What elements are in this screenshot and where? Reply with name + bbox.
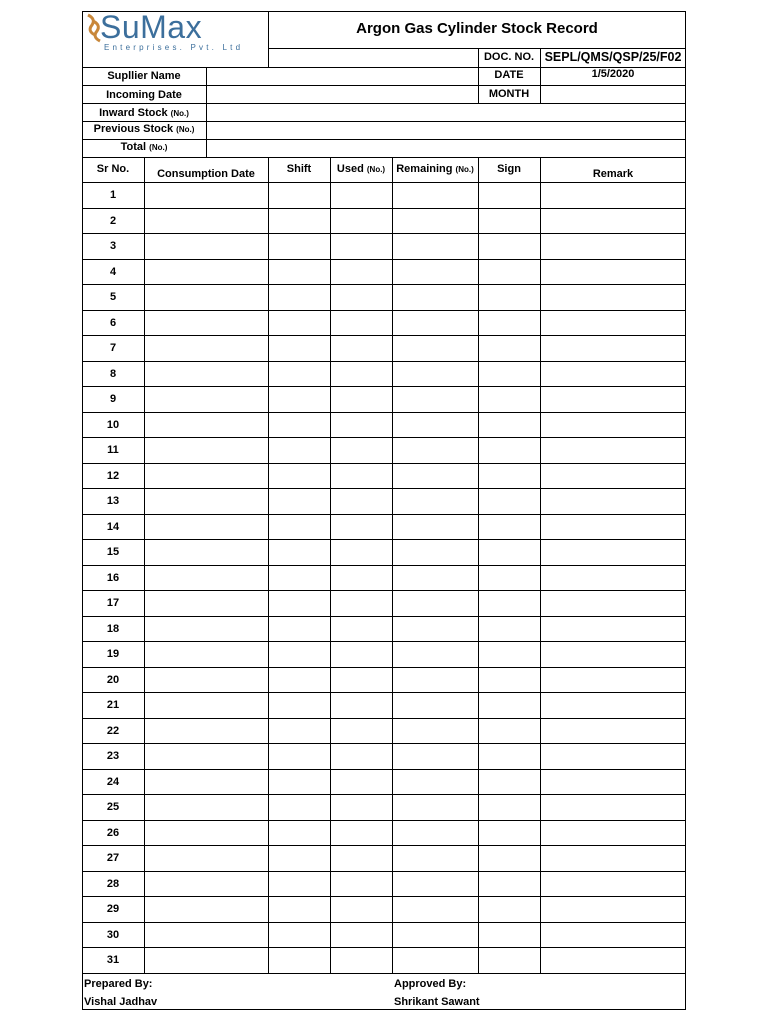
table-cell[interactable] <box>393 336 478 361</box>
row-number: 21 <box>106 699 120 711</box>
table-cell[interactable] <box>331 591 392 616</box>
table-cell[interactable] <box>269 362 330 387</box>
table-cell[interactable] <box>393 821 478 846</box>
table-row <box>82 871 686 897</box>
table-cell[interactable] <box>269 183 330 208</box>
table-cell[interactable] <box>479 897 540 922</box>
table-cell[interactable] <box>393 362 478 387</box>
table-cell[interactable] <box>269 260 330 285</box>
table-cell[interactable] <box>393 387 478 412</box>
table-cell[interactable] <box>479 362 540 387</box>
row-number: 25 <box>106 801 120 813</box>
table-cell[interactable] <box>541 642 686 667</box>
table-row <box>82 820 686 846</box>
table-cell[interactable] <box>331 948 392 973</box>
supplier-name-field[interactable] <box>207 68 478 85</box>
table-cell[interactable] <box>269 209 330 234</box>
table-cell[interactable] <box>331 260 392 285</box>
prepared-by-name: Vishal Jadhav <box>84 996 158 1008</box>
table-cell[interactable] <box>331 668 392 693</box>
table-cell[interactable] <box>393 923 478 948</box>
table-cell[interactable] <box>393 260 478 285</box>
table-cell[interactable] <box>393 285 478 310</box>
row-number: 16 <box>106 571 120 584</box>
table-row <box>82 641 686 667</box>
table-cell[interactable] <box>331 821 392 846</box>
incoming-date-field[interactable] <box>207 86 478 103</box>
table-cell[interactable] <box>331 719 392 744</box>
table-cell[interactable] <box>541 183 686 208</box>
table-cell[interactable] <box>541 719 686 744</box>
table-cell[interactable] <box>479 693 540 718</box>
table-cell[interactable] <box>479 336 540 361</box>
inward-stock-label: Inward Stock (No.) <box>99 107 189 119</box>
month-label: MONTH <box>488 88 530 100</box>
table-row <box>82 769 686 795</box>
table-cell[interactable] <box>331 336 392 361</box>
table-cell[interactable] <box>393 591 478 616</box>
table-cell[interactable] <box>331 489 392 514</box>
row-number: 27 <box>106 852 120 864</box>
table-cell[interactable] <box>145 948 268 973</box>
prepared-by-label: Prepared By: <box>84 978 153 990</box>
table-cell[interactable] <box>479 770 540 795</box>
table-cell[interactable] <box>269 872 330 897</box>
table-cell[interactable] <box>479 668 540 693</box>
table-cell[interactable] <box>145 872 268 897</box>
table-cell[interactable] <box>145 591 268 616</box>
table-cell[interactable] <box>541 821 686 846</box>
table-cell[interactable] <box>393 234 478 259</box>
table-cell[interactable] <box>541 387 686 412</box>
table-cell[interactable] <box>269 591 330 616</box>
table-cell[interactable] <box>541 515 686 540</box>
table-cell[interactable] <box>145 719 268 744</box>
table-cell[interactable] <box>269 540 330 565</box>
table-row <box>82 539 686 565</box>
col-header-sr-no: Sr No. <box>96 163 130 175</box>
table-cell[interactable] <box>145 362 268 387</box>
table-cell[interactable] <box>393 795 478 820</box>
table-cell[interactable] <box>145 566 268 591</box>
row-number: 20 <box>106 673 120 686</box>
table-cell[interactable] <box>145 795 268 820</box>
table-cell[interactable] <box>145 744 268 769</box>
table-cell[interactable] <box>541 438 686 463</box>
table-row <box>82 335 686 361</box>
table-cell[interactable] <box>393 183 478 208</box>
table-cell[interactable] <box>145 413 268 438</box>
table-cell[interactable] <box>541 336 686 361</box>
table-cell[interactable] <box>269 515 330 540</box>
table-cell[interactable] <box>541 897 686 922</box>
table-cell[interactable] <box>541 209 686 234</box>
table-cell[interactable] <box>479 285 540 310</box>
table-cell[interactable] <box>269 821 330 846</box>
table-cell[interactable] <box>269 234 330 259</box>
row-number: 3 <box>109 240 117 252</box>
row-number: 1 <box>109 189 117 201</box>
table-cell[interactable] <box>393 311 478 336</box>
table-cell[interactable] <box>331 770 392 795</box>
table-cell[interactable] <box>541 693 686 718</box>
table-cell[interactable] <box>541 668 686 693</box>
table-cell[interactable] <box>479 948 540 973</box>
table-cell[interactable] <box>145 770 268 795</box>
row-number: 15 <box>106 546 120 558</box>
col-header-sign: Sign <box>497 163 521 175</box>
table-cell[interactable] <box>145 693 268 718</box>
row-number: 28 <box>106 877 120 890</box>
table-row <box>82 718 686 744</box>
table-cell[interactable] <box>145 617 268 642</box>
table-cell[interactable] <box>393 566 478 591</box>
table-cell[interactable] <box>541 489 686 514</box>
table-row <box>82 386 686 412</box>
row-number: 11 <box>107 444 119 456</box>
table-cell[interactable] <box>269 464 330 489</box>
table-cell[interactable] <box>393 846 478 871</box>
table-cell[interactable] <box>393 413 478 438</box>
table-cell[interactable] <box>145 668 268 693</box>
table-row <box>82 463 686 489</box>
row-number: 6 <box>109 316 117 329</box>
table-cell[interactable] <box>269 438 330 463</box>
table-row <box>82 845 686 871</box>
table-cell[interactable] <box>269 897 330 922</box>
row-number: 2 <box>109 214 117 227</box>
table-row <box>82 488 686 514</box>
table-cell[interactable] <box>393 642 478 667</box>
table-cell[interactable] <box>145 515 268 540</box>
table-cell[interactable] <box>269 566 330 591</box>
table-cell[interactable] <box>479 744 540 769</box>
table-cell[interactable] <box>145 234 268 259</box>
total-field[interactable] <box>207 140 685 157</box>
table-cell[interactable] <box>269 489 330 514</box>
table-cell[interactable] <box>479 872 540 897</box>
col-header-used: Used (No.) <box>336 163 386 175</box>
row-number: 10 <box>106 418 120 431</box>
table-cell[interactable] <box>479 311 540 336</box>
previous-stock-field[interactable] <box>207 122 685 139</box>
table-row <box>82 896 686 922</box>
table-cell[interactable] <box>541 795 686 820</box>
table-cell[interactable] <box>393 948 478 973</box>
table-cell[interactable] <box>331 846 392 871</box>
table-cell[interactable] <box>269 387 330 412</box>
table-row <box>82 590 686 616</box>
form-title: Argon Gas Cylinder Stock Record <box>356 20 598 37</box>
table-cell[interactable] <box>331 795 392 820</box>
table-cell[interactable] <box>393 209 478 234</box>
table-cell[interactable] <box>269 693 330 718</box>
table-row <box>82 616 686 642</box>
table-cell[interactable] <box>393 897 478 922</box>
table-cell[interactable] <box>331 413 392 438</box>
table-cell[interactable] <box>479 617 540 642</box>
row-number: 9 <box>109 393 117 405</box>
table-row <box>82 284 686 310</box>
table-cell[interactable] <box>269 311 330 336</box>
row-number: 30 <box>106 928 120 941</box>
table-cell[interactable] <box>269 923 330 948</box>
total-label: Total (No.) <box>120 141 168 153</box>
previous-stock-label: Previous Stock (No.) <box>93 123 195 135</box>
date-value: 1/5/2020 <box>591 68 635 80</box>
table-cell[interactable] <box>479 489 540 514</box>
table-cell[interactable] <box>145 923 268 948</box>
table-cell[interactable] <box>145 540 268 565</box>
table-cell[interactable] <box>331 311 392 336</box>
table-cell[interactable] <box>269 642 330 667</box>
table-cell[interactable] <box>479 795 540 820</box>
row-number: 8 <box>109 367 117 380</box>
col-header-shift: Shift <box>286 163 312 175</box>
table-cell[interactable] <box>479 719 540 744</box>
doc-no-value: SEPL/QMS/QSP/25/F02 <box>544 50 682 64</box>
table-cell[interactable] <box>145 336 268 361</box>
table-cell[interactable] <box>393 489 478 514</box>
table-cell[interactable] <box>269 744 330 769</box>
table-cell[interactable] <box>541 566 686 591</box>
row-number: 17 <box>106 597 120 609</box>
table-row <box>82 259 686 285</box>
table-cell[interactable] <box>145 821 268 846</box>
row-number: 19 <box>106 648 120 660</box>
table-cell[interactable] <box>541 591 686 616</box>
table-cell[interactable] <box>479 413 540 438</box>
approved-by-label: Approved By: <box>394 978 467 990</box>
table-cell[interactable] <box>331 209 392 234</box>
table-cell[interactable] <box>145 387 268 412</box>
table-row <box>82 565 686 591</box>
table-cell[interactable] <box>479 438 540 463</box>
row-number: 5 <box>109 291 117 303</box>
table-cell[interactable] <box>393 872 478 897</box>
table-cell[interactable] <box>479 846 540 871</box>
table-cell[interactable] <box>331 438 392 463</box>
table-cell[interactable] <box>393 617 478 642</box>
row-number: 12 <box>106 469 120 482</box>
table-cell[interactable] <box>145 209 268 234</box>
table-cell[interactable] <box>145 438 268 463</box>
table-cell[interactable] <box>479 515 540 540</box>
table-cell[interactable] <box>479 540 540 565</box>
table-cell[interactable] <box>393 668 478 693</box>
table-row <box>82 743 686 769</box>
table-cell[interactable] <box>393 438 478 463</box>
table-cell[interactable] <box>541 923 686 948</box>
table-row <box>82 922 686 948</box>
date-label: DATE <box>494 69 524 81</box>
table-cell[interactable] <box>541 948 686 973</box>
table-cell[interactable] <box>269 770 330 795</box>
row-number: 22 <box>106 724 120 737</box>
table-cell[interactable] <box>541 617 686 642</box>
table-cell[interactable] <box>541 464 686 489</box>
table-cell[interactable] <box>145 846 268 871</box>
table-cell[interactable] <box>479 209 540 234</box>
table-cell[interactable] <box>269 336 330 361</box>
table-cell[interactable] <box>269 846 330 871</box>
row-number: 7 <box>109 342 117 354</box>
table-row <box>82 667 686 693</box>
table-cell[interactable] <box>331 566 392 591</box>
table-cell[interactable] <box>269 668 330 693</box>
table-cell[interactable] <box>541 744 686 769</box>
approved-by-name: Shrikant Sawant <box>394 996 480 1008</box>
table-cell[interactable] <box>541 362 686 387</box>
table-cell[interactable] <box>145 464 268 489</box>
table-cell[interactable] <box>331 923 392 948</box>
table-cell[interactable] <box>479 642 540 667</box>
row-number: 24 <box>106 775 120 788</box>
table-cell[interactable] <box>145 642 268 667</box>
table-cell[interactable] <box>269 617 330 642</box>
table-row <box>82 233 686 259</box>
table-cell[interactable] <box>479 234 540 259</box>
table-cell[interactable] <box>393 540 478 565</box>
table-cell[interactable] <box>479 464 540 489</box>
table-cell[interactable] <box>331 617 392 642</box>
table-cell[interactable] <box>269 795 330 820</box>
table-row <box>82 412 686 438</box>
table-cell[interactable] <box>393 719 478 744</box>
table-row <box>82 692 686 718</box>
table-cell[interactable] <box>331 183 392 208</box>
col-header-remark: Remark <box>592 168 634 180</box>
row-number: 18 <box>106 622 120 635</box>
table-cell[interactable] <box>145 260 268 285</box>
table-cell[interactable] <box>331 642 392 667</box>
table-row-divider <box>82 973 686 974</box>
table-cell[interactable] <box>541 846 686 871</box>
table-cell[interactable] <box>541 234 686 259</box>
table-cell[interactable] <box>541 311 686 336</box>
table-row <box>82 208 686 234</box>
table-cell[interactable] <box>479 591 540 616</box>
table-cell[interactable] <box>331 872 392 897</box>
col-header-remaining: Remaining (No.) <box>396 163 474 175</box>
row-number: 14 <box>106 520 120 533</box>
table-cell[interactable] <box>331 464 392 489</box>
table-cell[interactable] <box>269 948 330 973</box>
logo-subtext: Enterprises. Pvt. Ltd <box>104 43 244 52</box>
incoming-date-label: Incoming Date <box>106 89 182 101</box>
table-cell[interactable] <box>145 311 268 336</box>
supplier-name-label: Supllier Name <box>107 70 181 82</box>
row-number: 13 <box>106 495 120 507</box>
table-cell[interactable] <box>393 744 478 769</box>
table-cell[interactable] <box>393 464 478 489</box>
table-cell[interactable] <box>479 387 540 412</box>
table-cell[interactable] <box>393 515 478 540</box>
table-row <box>82 182 686 208</box>
table-row <box>82 794 686 820</box>
table-cell[interactable] <box>331 897 392 922</box>
table-cell[interactable] <box>479 183 540 208</box>
table-cell[interactable] <box>479 260 540 285</box>
row-number: 31 <box>106 954 120 966</box>
table-cell[interactable] <box>269 413 330 438</box>
row-number: 29 <box>106 903 120 915</box>
month-field[interactable] <box>541 86 685 103</box>
table-cell[interactable] <box>479 566 540 591</box>
logo-wordmark: SuMax <box>100 9 203 45</box>
table-cell[interactable] <box>331 540 392 565</box>
table-cell[interactable] <box>393 770 478 795</box>
table-cell[interactable] <box>331 515 392 540</box>
col-header-consumption-date: Consumption Date <box>157 168 255 180</box>
table-cell[interactable] <box>145 183 268 208</box>
table-cell[interactable] <box>479 821 540 846</box>
table-cell[interactable] <box>479 923 540 948</box>
table-cell[interactable] <box>331 744 392 769</box>
table-row <box>82 947 686 973</box>
table-cell[interactable] <box>269 285 330 310</box>
table-row <box>82 514 686 540</box>
table-cell[interactable] <box>145 285 268 310</box>
table-cell[interactable] <box>541 260 686 285</box>
table-row <box>82 437 686 463</box>
doc-no-label: DOC. NO. <box>483 51 535 63</box>
table-cell[interactable] <box>541 540 686 565</box>
table-cell[interactable] <box>331 362 392 387</box>
table-cell[interactable] <box>145 489 268 514</box>
table-cell[interactable] <box>541 872 686 897</box>
table-cell[interactable] <box>331 234 392 259</box>
inward-stock-field[interactable] <box>207 104 685 121</box>
row-number: 26 <box>106 826 120 839</box>
table-cell[interactable] <box>393 693 478 718</box>
table-cell[interactable] <box>541 413 686 438</box>
table-cell[interactable] <box>269 719 330 744</box>
table-row <box>82 361 686 387</box>
table-cell[interactable] <box>145 897 268 922</box>
table-cell[interactable] <box>541 770 686 795</box>
row-number: 4 <box>109 265 117 278</box>
table-row <box>82 310 686 336</box>
table-cell[interactable] <box>331 387 392 412</box>
table-cell[interactable] <box>331 693 392 718</box>
table-cell[interactable] <box>331 285 392 310</box>
table-cell[interactable] <box>541 285 686 310</box>
row-number: 23 <box>106 750 120 762</box>
